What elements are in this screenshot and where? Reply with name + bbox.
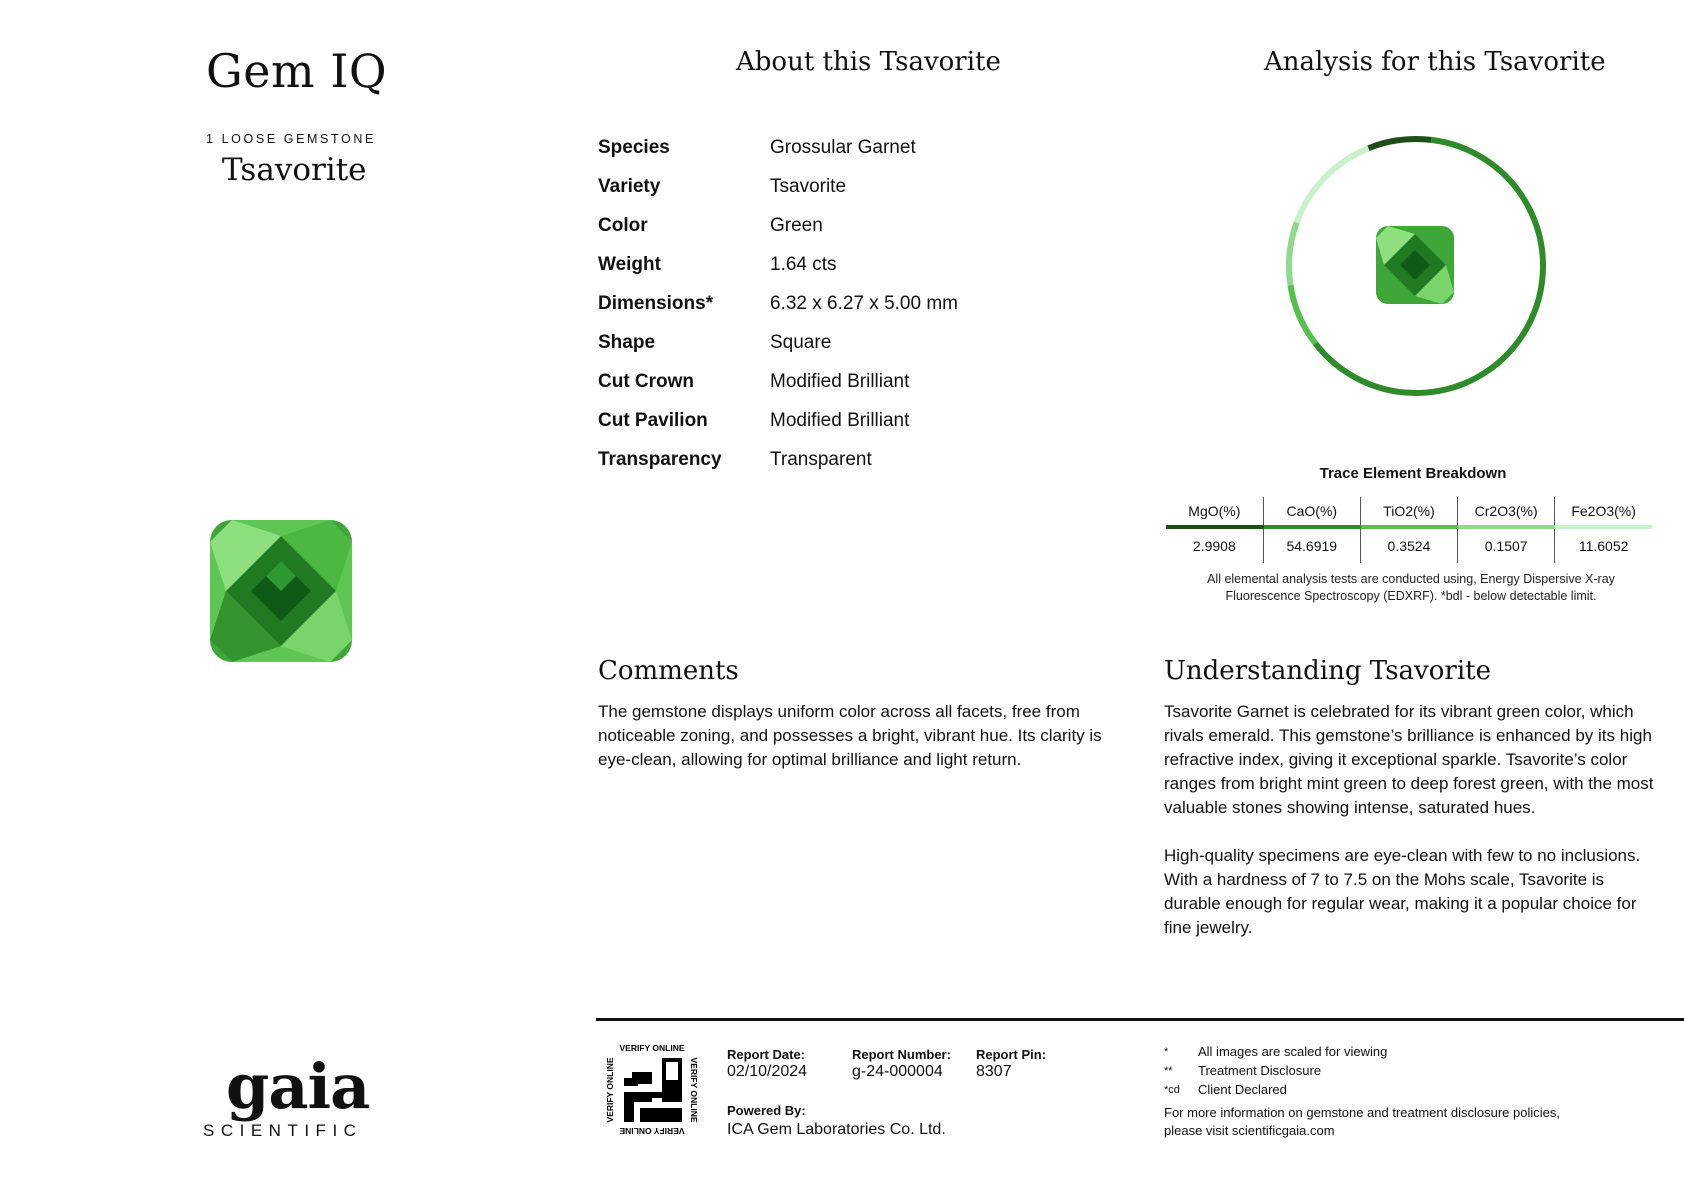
spec-value: Square [770, 331, 832, 353]
legend-symbol: * [1164, 1045, 1169, 1058]
ring-segment [1368, 139, 1431, 148]
ring-gem-icon [1376, 226, 1454, 304]
logo-gaia: gaia [226, 1050, 370, 1123]
comments-heading: Comments [598, 656, 739, 686]
verify-online-label: VERIFY ONLINE [619, 1043, 685, 1053]
trace-note-line: All elemental analysis tests are conducted using, Energy Dispersive X-ray [1207, 572, 1615, 586]
spec-value: 6.32 x 6.27 x 5.00 mm [770, 292, 958, 314]
ring-segment [1297, 148, 1369, 222]
spec-value: Tsavorite [770, 175, 847, 197]
trace-table [1166, 497, 1652, 563]
understanding-heading: Understanding Tsavorite [1164, 656, 1491, 686]
trace-note-line: Fluorescence Spectroscopy (EDXRF). *bdl - below detectable limit. [1225, 589, 1597, 603]
spec-label: Transparency [598, 448, 722, 470]
logo-scientific: SCIENTIFIC [203, 1121, 363, 1140]
trace-element-ring-chart [1276, 126, 1556, 406]
trace-value: 54.6919 [1263, 527, 1360, 563]
legend-row [1164, 1080, 1387, 1099]
verify-online-label: VERIFY ONLINE [619, 1126, 685, 1136]
legend-symbol: ** [1164, 1064, 1173, 1077]
trace-column-header: Cr2O3(%) [1458, 497, 1555, 527]
spec-row [598, 440, 958, 479]
spec-value: Green [770, 214, 823, 236]
trace-column-header: MgO(%) [1166, 497, 1263, 527]
verify-online-label: VERIFY ONLINE [605, 1057, 615, 1123]
verify-online-label: VERIFY ONLINE [689, 1057, 699, 1123]
gemstone-image [206, 516, 356, 666]
comments-text: The gemstone displays uniform color across all facets, free from noticeable zoning, and possesses a bright, vibrant hue. Its clarity is eye-clean, allowing for optimal brilliance and light return. [598, 702, 1102, 769]
ring-segment [1290, 285, 1315, 343]
understanding-paragraph: High-quality specimens are eye-clean with few to no inclusions. With a hardness of 7 to 7.5 on the Mohs scale, Tsavorite is durable enough for regular wear, making it a popular choice for fine jewelry. [1164, 846, 1641, 937]
trace-column-header: CaO(%) [1263, 497, 1360, 527]
spec-row [598, 362, 958, 401]
spec-label: Weight [598, 253, 661, 275]
report-date-label: Report Date: [727, 1047, 806, 1062]
spec-table [598, 128, 958, 479]
report-number: g-24-000004 [852, 1063, 943, 1080]
powered-by: ICA Gem Laboratories Co. Ltd. [727, 1121, 946, 1138]
spec-row [598, 245, 958, 284]
spec-label: Species [598, 136, 670, 158]
report-pin: 8307 [976, 1063, 1012, 1080]
spec-row [598, 284, 958, 323]
spec-value: Modified Brilliant [770, 370, 910, 392]
spec-row [598, 128, 958, 167]
gemstone-count: 1 LOOSE GEMSTONE [206, 132, 376, 146]
footer-legend [1164, 1042, 1387, 1099]
spec-row [598, 167, 958, 206]
ring-segment [1289, 222, 1297, 285]
trace-value: 0.3524 [1360, 527, 1457, 563]
footer-divider [596, 1018, 1684, 1021]
footer-note [1164, 1104, 1604, 1140]
spec-row [598, 206, 958, 245]
trace-value: 2.9908 [1192, 538, 1236, 554]
brand-title: Gem IQ [206, 44, 388, 98]
understanding-paragraph: Tsavorite Garnet is celebrated for its vibrant green color, which rivals emerald. This gemstone’s brilliance is enhanced by its high refractive index, giving it exceptional sparkle. Tsavorite’s color ranges from bright mint green to deep forest green, with the most valuable stones showing intense, saturated hues. [1164, 702, 1654, 817]
trace-note [1166, 571, 1656, 605]
spec-value: Modified Brilliant [770, 409, 910, 431]
trace-column-header: TiO2(%) [1360, 497, 1457, 527]
report-date: 02/10/2024 [727, 1063, 808, 1080]
report-pin-label: Report Pin: [976, 1047, 1047, 1062]
about-heading: About this Tsavorite [736, 47, 1001, 77]
spec-label: Dimensions* [598, 292, 714, 314]
spec-value: Transparent [770, 448, 872, 470]
legend-text: All images are scaled for viewing [1198, 1044, 1388, 1059]
trace-column-header: Fe2O3(%) [1555, 497, 1652, 527]
gem-name: Tsavorite [222, 152, 367, 188]
trace-value: 0.1507 [1458, 527, 1555, 563]
footer-note-line: For more information on gemstone and treatment disclosure policies, [1164, 1105, 1560, 1120]
legend-symbol: *cd [1164, 1083, 1180, 1096]
spec-row [598, 323, 958, 362]
report-number-label: Report Number: [852, 1047, 951, 1062]
spec-label: Color [598, 214, 648, 236]
legend-text: Client Declared [1198, 1082, 1287, 1097]
spec-label: Shape [598, 331, 656, 353]
trace-title: Trace Element Breakdown [1319, 465, 1507, 482]
legend-row [1164, 1061, 1387, 1080]
legend-row [1164, 1042, 1387, 1061]
trace-value: 11.6052 [1555, 527, 1652, 563]
spec-label: Variety [598, 175, 661, 197]
analysis-heading: Analysis for this Tsavorite [1264, 47, 1606, 77]
spec-row [598, 401, 958, 440]
verify-qr-code[interactable] [604, 1042, 700, 1138]
powered-by-label: Powered By: [727, 1103, 806, 1118]
spec-label: Cut Pavilion [598, 409, 708, 431]
spec-value: Grossular Garnet [770, 136, 916, 158]
spec-label: Cut Crown [598, 370, 695, 392]
footer-note-line: please visit scientificgaia.com [1164, 1123, 1335, 1138]
legend-text: Treatment Disclosure [1198, 1063, 1322, 1078]
spec-value: 1.64 cts [770, 253, 837, 275]
